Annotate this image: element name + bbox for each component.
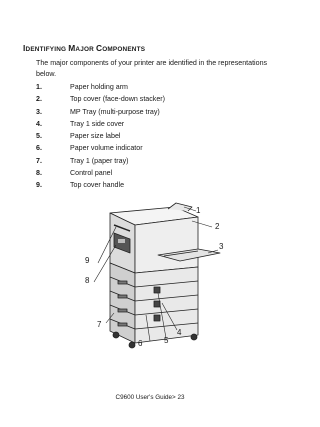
printer-illustration [80,195,230,355]
item-label: Control panel [70,169,113,178]
callout-label-2: 2 [215,222,220,231]
item-label: Paper volume indicator [70,144,143,153]
callout-label-3: 3 [219,242,224,251]
item-number: 4. [36,119,42,128]
printer-foot [129,342,135,348]
list-item [36,167,165,179]
item-number: 3. [36,107,42,116]
callout-label-9: 9 [85,256,90,265]
item-number: 5. [36,132,42,141]
item-label: MP Tray (multi-purpose tray) [70,107,160,116]
heading-initial-2: M [68,43,76,53]
callout-label-6: 6 [138,339,143,348]
list-item [36,93,165,105]
printer-foot [113,332,119,338]
list-item [36,142,165,154]
printer-side-upper [135,217,198,273]
paper-size-label [154,287,160,293]
item-number: 6. [36,144,42,153]
callout-label-4: 4 [177,328,182,337]
heading-initial-1: I [23,43,26,53]
callout-label-5: 5 [164,336,169,345]
intro-paragraph: The major components of your printer are identified in the representations below. [36,59,268,78]
list-item [36,130,165,142]
item-label: Paper size label [70,132,121,141]
item-number: 2. [36,95,42,104]
list-item [36,179,165,191]
callout-label-1: 1 [196,206,201,215]
paper-size-label [154,301,160,307]
tray-handle [118,281,127,284]
item-label: Top cover (face-down stacker) [70,95,166,104]
control-panel-display [118,239,125,243]
item-label: Tray 1 (paper tray) [70,156,129,165]
item-number: 8. [36,169,42,178]
list-item [36,81,165,93]
list-item [36,155,165,167]
item-number: 7. [36,156,42,165]
components-list [36,81,165,192]
item-label: Top cover handle [70,181,125,190]
paper-size-label [154,315,160,321]
heading-initial-3: C [95,43,103,53]
tray-handle [118,323,127,326]
item-number: 1. [36,83,42,91]
section-heading [23,43,145,53]
list-item [36,106,165,118]
tray-handle [118,295,127,298]
heading-rest-2: AJOR [75,46,96,53]
callout-label-8: 8 [85,276,90,285]
list-item [36,118,165,130]
printer-foot [191,334,197,340]
tray-handle [118,309,127,312]
item-label: Tray 1 side cover [70,119,125,128]
tray-stack-side [135,267,198,343]
heading-rest-1: DENTIFYING [25,46,69,53]
item-number: 9. [36,181,42,190]
page-footer: C9600 User's Guide> 23 [115,394,185,401]
tray-stack-front [110,263,135,343]
heading-rest-3: OMPONENTS [102,46,146,53]
item-label: Paper holding arm [70,83,128,91]
callout-label-7: 7 [97,320,102,329]
